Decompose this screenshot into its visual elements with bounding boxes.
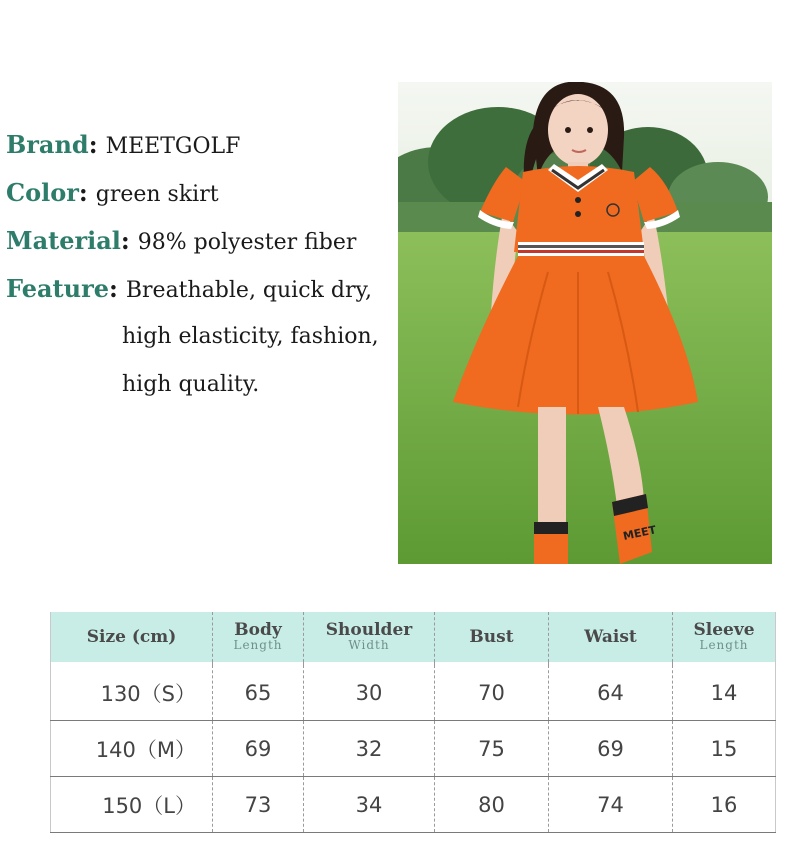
- waist-cell: 69: [549, 721, 673, 777]
- shoulder-width-cell: 32: [304, 721, 435, 777]
- product-specs: [6, 124, 398, 412]
- brand-row: [6, 124, 398, 172]
- sleeve-length-cell: 14: [673, 665, 776, 721]
- color-colon: :: [78, 178, 88, 207]
- brand-colon: :: [88, 130, 98, 159]
- header-body-length: Body Length: [213, 612, 304, 662]
- sock-logo-text: MEET: [621, 523, 658, 543]
- table-row: [51, 721, 776, 777]
- table-row: [51, 777, 776, 833]
- waist-cell: 74: [549, 777, 673, 833]
- feature-line-2: high elasticity, fashion,: [122, 324, 379, 349]
- waist-cell: 64: [549, 665, 673, 721]
- header-size: Size (cm): [51, 612, 213, 662]
- product-photo: [398, 82, 772, 564]
- feature-label: Feature: [6, 274, 109, 303]
- material-label: Material: [6, 226, 121, 255]
- sleeve-length-cell: 16: [673, 777, 776, 833]
- header-waist: Waist: [549, 612, 673, 662]
- bust-cell: 80: [435, 777, 549, 833]
- header-bust: Bust: [435, 612, 549, 662]
- dress-bodice: [514, 166, 644, 252]
- material-value: 98% polyester fiber: [137, 230, 357, 255]
- brand-value: MEETGOLF: [105, 134, 241, 159]
- color-label: Color: [6, 178, 79, 207]
- face: [548, 94, 608, 166]
- bust-cell: 70: [435, 665, 549, 721]
- shoulder-width-cell: 30: [304, 665, 435, 721]
- material-row: [6, 220, 398, 268]
- feature-colon: :: [109, 274, 118, 303]
- color-row: [6, 172, 398, 220]
- feature-line-3: high quality.: [122, 372, 260, 397]
- body-length-cell: 69: [213, 721, 304, 777]
- size-chart-table: [50, 612, 776, 833]
- feature-row: [6, 268, 398, 316]
- header-sleeve-length: Sleeve Length: [673, 612, 776, 662]
- size-table-header-row: [51, 612, 776, 662]
- header-shoulder-width: Shoulder Width: [304, 612, 435, 662]
- size-cell: 130（S）: [51, 665, 213, 721]
- body-length-cell: 73: [213, 777, 304, 833]
- sleeve-length-cell: 15: [673, 721, 776, 777]
- color-value: green skirt: [95, 182, 219, 207]
- girl-in-orange-dress-illustration: [398, 82, 772, 564]
- feature-line-1: Breathable, quick dry,: [125, 278, 372, 303]
- size-cell: 140（M）: [51, 721, 213, 777]
- size-cell: 150（L）: [51, 777, 213, 833]
- table-row: [51, 665, 776, 721]
- bust-cell: 75: [435, 721, 549, 777]
- shoulder-width-cell: 34: [304, 777, 435, 833]
- body-length-cell: 65: [213, 665, 304, 721]
- material-colon: :: [120, 226, 130, 255]
- left-leg: [538, 407, 566, 532]
- brand-label: Brand: [6, 130, 89, 159]
